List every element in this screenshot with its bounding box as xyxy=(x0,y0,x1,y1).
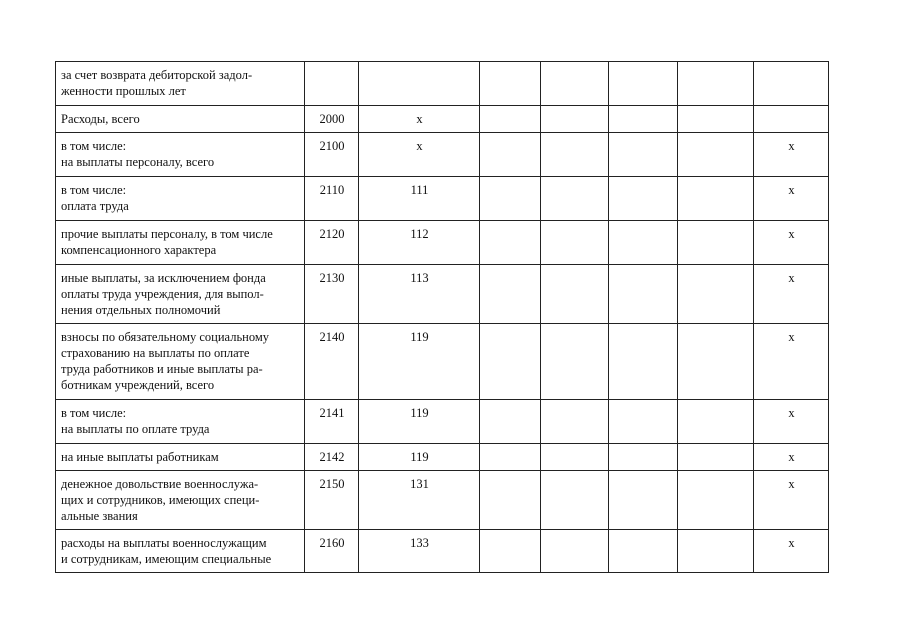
row-kbk: x xyxy=(359,133,480,177)
row-cell-7: x xyxy=(754,265,829,324)
row-kbk: 119 xyxy=(359,444,480,471)
row-cell-3 xyxy=(480,530,541,573)
table-row xyxy=(56,133,829,177)
expenses-table xyxy=(55,61,829,573)
row-cell-7: x xyxy=(754,221,829,265)
row-cell-6 xyxy=(678,133,754,177)
row-cell-7: x xyxy=(754,324,829,400)
row-cell-6 xyxy=(678,221,754,265)
table-row xyxy=(56,400,829,444)
row-kbk: x xyxy=(359,106,480,133)
row-kbk: 119 xyxy=(359,324,480,400)
row-cell-5 xyxy=(609,265,678,324)
row-description: расходы на выплаты военнослужащим и сотрудникам, имеющим специальные xyxy=(56,530,305,573)
row-cell-6 xyxy=(678,471,754,530)
row-code: 2110 xyxy=(305,177,359,221)
row-cell-5 xyxy=(609,530,678,573)
table-row xyxy=(56,324,829,400)
row-cell-7: x xyxy=(754,444,829,471)
row-cell-5 xyxy=(609,106,678,133)
row-cell-5 xyxy=(609,324,678,400)
row-description: на иные выплаты работникам xyxy=(56,444,305,471)
row-cell-5 xyxy=(609,221,678,265)
row-cell-6 xyxy=(678,324,754,400)
row-cell-5 xyxy=(609,444,678,471)
row-cell-3 xyxy=(480,62,541,106)
table-row xyxy=(56,265,829,324)
row-cell-7 xyxy=(754,106,829,133)
row-cell-3 xyxy=(480,265,541,324)
row-cell-7: x xyxy=(754,177,829,221)
row-cell-3 xyxy=(480,471,541,530)
row-cell-3 xyxy=(480,324,541,400)
row-code: 2000 xyxy=(305,106,359,133)
row-description: Расходы, всего xyxy=(56,106,305,133)
row-cell-5 xyxy=(609,133,678,177)
row-description: денежное довольствие военнослужа- щих и сотрудников, имеющих специ- альные звания xyxy=(56,471,305,530)
row-cell-4 xyxy=(541,444,609,471)
row-kbk: 131 xyxy=(359,471,480,530)
row-cell-7: x xyxy=(754,133,829,177)
row-cell-4 xyxy=(541,106,609,133)
row-cell-5 xyxy=(609,471,678,530)
row-kbk: 133 xyxy=(359,530,480,573)
row-description: в том числе: на выплаты персоналу, всего xyxy=(56,133,305,177)
row-description: иные выплаты, за исключением фонда оплаты труда учреждения, для выпол- нения отдельных полномочий xyxy=(56,265,305,324)
row-cell-5 xyxy=(609,400,678,444)
row-cell-4 xyxy=(541,221,609,265)
table-row xyxy=(56,471,829,530)
row-cell-3 xyxy=(480,106,541,133)
row-cell-4 xyxy=(541,324,609,400)
row-code xyxy=(305,62,359,106)
row-cell-6 xyxy=(678,400,754,444)
table-row xyxy=(56,530,829,573)
row-cell-5 xyxy=(609,177,678,221)
row-cell-5 xyxy=(609,62,678,106)
row-cell-3 xyxy=(480,444,541,471)
table-row xyxy=(56,221,829,265)
row-cell-6 xyxy=(678,444,754,471)
row-cell-3 xyxy=(480,177,541,221)
row-cell-4 xyxy=(541,471,609,530)
row-description: в том числе: оплата труда xyxy=(56,177,305,221)
row-kbk: 113 xyxy=(359,265,480,324)
row-cell-4 xyxy=(541,62,609,106)
row-cell-6 xyxy=(678,106,754,133)
row-cell-7: x xyxy=(754,400,829,444)
row-code: 2142 xyxy=(305,444,359,471)
table-row xyxy=(56,444,829,471)
row-cell-7: x xyxy=(754,530,829,573)
row-code: 2130 xyxy=(305,265,359,324)
row-code: 2150 xyxy=(305,471,359,530)
row-code: 2120 xyxy=(305,221,359,265)
row-cell-6 xyxy=(678,265,754,324)
row-cell-3 xyxy=(480,221,541,265)
row-cell-4 xyxy=(541,265,609,324)
row-cell-7: x xyxy=(754,471,829,530)
row-description: за счет возврата дебиторской задол- женности прошлых лет xyxy=(56,62,305,106)
row-kbk: 119 xyxy=(359,400,480,444)
row-cell-4 xyxy=(541,400,609,444)
row-cell-6 xyxy=(678,530,754,573)
table-row xyxy=(56,106,829,133)
row-cell-6 xyxy=(678,62,754,106)
row-cell-7 xyxy=(754,62,829,106)
row-cell-3 xyxy=(480,400,541,444)
row-code: 2160 xyxy=(305,530,359,573)
row-cell-4 xyxy=(541,133,609,177)
table-row xyxy=(56,62,829,106)
row-description: прочие выплаты персоналу, в том числе компенсационного характера xyxy=(56,221,305,265)
row-cell-3 xyxy=(480,133,541,177)
row-kbk xyxy=(359,62,480,106)
row-kbk: 111 xyxy=(359,177,480,221)
row-code: 2141 xyxy=(305,400,359,444)
row-code: 2100 xyxy=(305,133,359,177)
row-description: взносы по обязательному социальному страхованию на выплаты по оплате труда работников и иные выплаты ра- ботникам учреждений, всего xyxy=(56,324,305,400)
table-row xyxy=(56,177,829,221)
row-kbk: 112 xyxy=(359,221,480,265)
row-cell-6 xyxy=(678,177,754,221)
row-code: 2140 xyxy=(305,324,359,400)
row-description: в том числе: на выплаты по оплате труда xyxy=(56,400,305,444)
row-cell-4 xyxy=(541,530,609,573)
row-cell-4 xyxy=(541,177,609,221)
